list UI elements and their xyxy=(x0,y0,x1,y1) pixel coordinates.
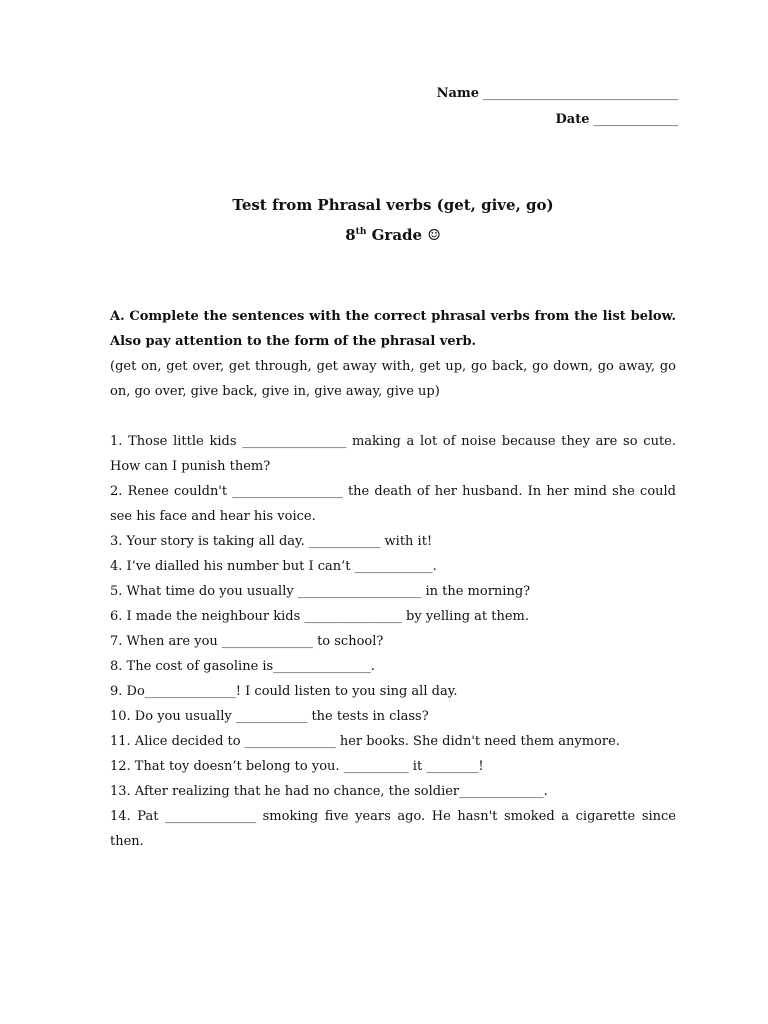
question-item: 14. Pat ______________ smoking five years ago. He hasn't smoked a cigarette since then. xyxy=(110,809,676,849)
question-item: 13. After realizing that he had no chance, the soldier_____________. xyxy=(110,784,548,799)
date-blank: _____________ xyxy=(593,112,678,127)
date-field xyxy=(556,112,678,127)
question-item: 1. Those little kids ________________ making a lot of noise because they are so cute. How can I punish them? xyxy=(110,434,676,474)
question-item: 7. When are you ______________ to school? xyxy=(110,634,384,649)
question-item: 6. I made the neighbour kids _______________ by yelling at them. xyxy=(110,609,530,624)
name-field xyxy=(437,86,678,101)
question-item: 3. Your story is taking all day. ___________ with it! xyxy=(110,534,433,549)
question-list xyxy=(110,429,676,854)
question-item: 8. The cost of gasoline is_______________. xyxy=(110,659,375,674)
section-a-instruction: A. Complete the sentences with the correct phrasal verbs from the list below. Also pay attention to the form of the phrasal verb. xyxy=(110,309,676,349)
grade-subtitle xyxy=(0,226,768,244)
name-blank: ______________________________ xyxy=(483,86,678,101)
question-item: 9. Do______________! I could listen to you sing all day. xyxy=(110,684,458,699)
question-item: 11. Alice decided to ______________ her books. She didn't need them anymore. xyxy=(110,734,620,749)
grade-word: Grade xyxy=(371,226,423,244)
smiley-icon: ☺ xyxy=(427,226,441,244)
grade-number: 8 xyxy=(345,226,356,244)
page-title: Test from Phrasal verbs (get, give, go) xyxy=(232,196,554,214)
grade-suffix: th xyxy=(355,227,367,237)
name-label: Name xyxy=(436,86,479,101)
question-item: 4. I’ve dialled his number but I can’t ____________. xyxy=(110,559,437,574)
phrasal-verb-list: (get on, get over, get through, get away with, get up, go back, go down, go away, go on, go over, give back, give in, give away, give up) xyxy=(110,359,676,399)
question-item: 12. That toy doesn’t belong to you. __________ it ________! xyxy=(110,759,484,774)
question-item: 2. Renee couldn't _________________ the death of her husband. In her mind she could see his face and hear his voice. xyxy=(110,484,676,524)
question-item: 10. Do you usually ___________ the tests in class? xyxy=(110,709,429,724)
date-label: Date xyxy=(555,112,590,127)
question-item: 5. What time do you usually ___________________ in the morning? xyxy=(110,584,531,599)
